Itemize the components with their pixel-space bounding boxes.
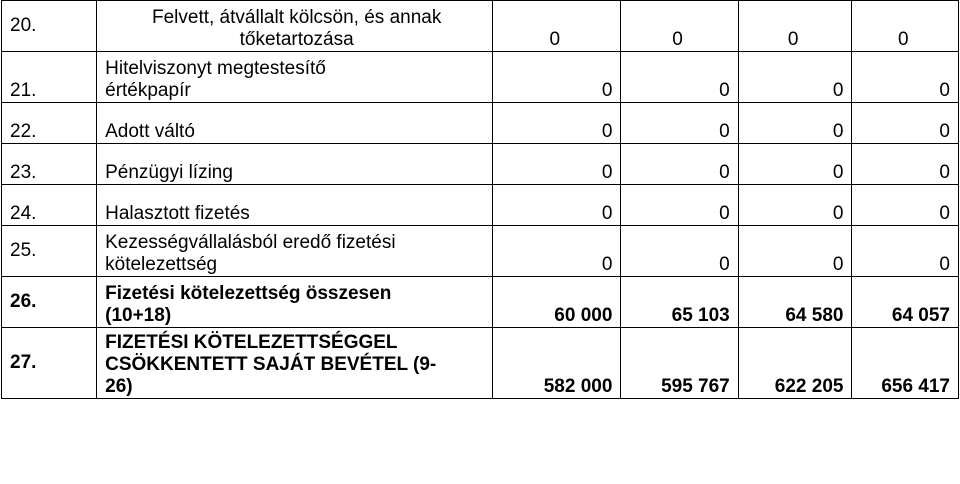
row-description-line: kötelezettség	[105, 254, 218, 275]
row-description	[97, 226, 493, 277]
value-cell: 0	[493, 144, 621, 185]
table-row	[2, 185, 959, 226]
row-number: 24.	[2, 185, 97, 226]
row-description-line: tőketartozása	[239, 29, 354, 50]
value-cell: 0	[852, 103, 959, 144]
row-number: 26.	[2, 277, 97, 328]
value-cell: 0	[621, 103, 738, 144]
row-description-line: (10+18)	[105, 305, 172, 326]
value-cell: 595 767	[621, 328, 738, 399]
value-cell: 0	[738, 52, 852, 103]
value-cell: 0	[493, 1, 621, 52]
row-description: Pénzügyi lízing	[97, 144, 493, 185]
row-number: 23.	[2, 144, 97, 185]
value-cell: 65 103	[621, 277, 738, 328]
value-cell: 0	[738, 1, 852, 52]
row-number: 22.	[2, 103, 97, 144]
value-cell: 0	[738, 185, 852, 226]
row-description	[97, 328, 493, 399]
table-row	[2, 144, 959, 185]
row-description-line: Kezességvállalásból eredő fizetési	[105, 232, 396, 253]
value-cell: 0	[852, 144, 959, 185]
value-cell: 0	[493, 52, 621, 103]
row-description	[97, 1, 493, 52]
row-description-line: Hitelviszonyt megtestesítő	[105, 58, 326, 79]
table-row	[2, 1, 959, 52]
row-description-line: FIZETÉSI KÖTELEZETTSÉGGEL	[105, 332, 398, 353]
row-description-line: Felvett, átvállalt kölcsön, és annak	[151, 7, 442, 28]
table-row	[2, 52, 959, 103]
value-cell: 0	[852, 226, 959, 277]
value-cell: 0	[621, 226, 738, 277]
value-cell: 0	[852, 185, 959, 226]
row-description: Halasztott fizetés	[97, 185, 493, 226]
row-description-line: 26)	[105, 376, 133, 397]
row-number: 20.	[2, 1, 97, 52]
row-number: 25.	[2, 226, 97, 277]
row-number: 27.	[2, 328, 97, 399]
value-cell: 0	[738, 103, 852, 144]
row-description	[97, 52, 493, 103]
row-description: Adott váltó	[97, 103, 493, 144]
value-cell: 0	[621, 185, 738, 226]
value-cell: 0	[621, 1, 738, 52]
table-row	[2, 103, 959, 144]
table-row-total	[2, 277, 959, 328]
value-cell: 622 205	[738, 328, 852, 399]
financial-obligations-table	[1, 0, 959, 399]
value-cell: 0	[852, 52, 959, 103]
value-cell: 0	[493, 185, 621, 226]
row-number: 21.	[2, 52, 97, 103]
value-cell: 0	[621, 52, 738, 103]
value-cell: 0	[493, 226, 621, 277]
value-cell: 0	[493, 103, 621, 144]
value-cell: 64 057	[852, 277, 959, 328]
row-description-line: Fizetési kötelezettség összesen	[105, 283, 392, 304]
value-cell: 0	[738, 226, 852, 277]
value-cell: 582 000	[493, 328, 621, 399]
table-row	[2, 226, 959, 277]
value-cell: 656 417	[852, 328, 959, 399]
row-description-line: CSÖKKENTETT SAJÁT BEVÉTEL (9-	[105, 354, 437, 375]
table-row-total	[2, 328, 959, 399]
row-description-line: értékpapír	[105, 80, 191, 101]
row-description	[97, 277, 493, 328]
value-cell: 0	[738, 144, 852, 185]
value-cell: 60 000	[493, 277, 621, 328]
value-cell: 0	[852, 1, 959, 52]
value-cell: 0	[621, 144, 738, 185]
value-cell: 64 580	[738, 277, 852, 328]
